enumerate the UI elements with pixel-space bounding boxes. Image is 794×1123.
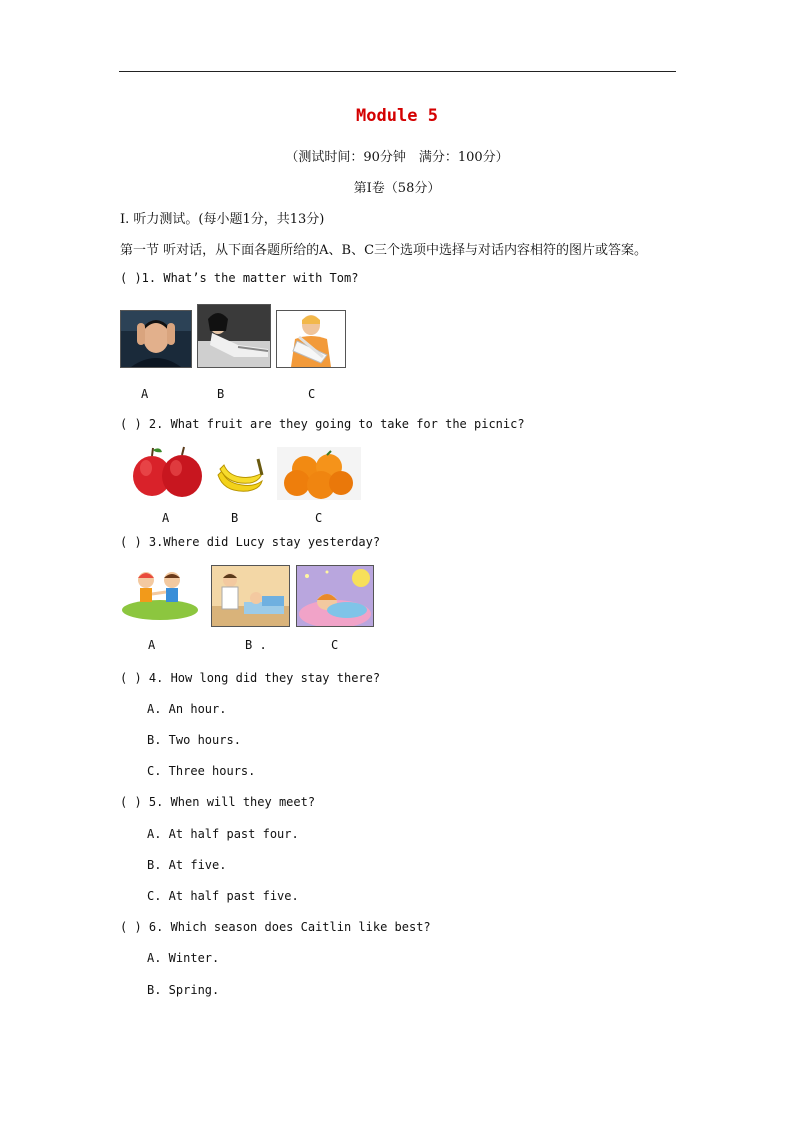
section-heading: Ⅰ. 听力测试。(每小题1分，共13分): [120, 212, 325, 227]
q4-option-a: A. An hour.: [147, 702, 227, 716]
q6-option-b: B. Spring.: [147, 983, 220, 997]
q5-option-a: A. At half past four.: [147, 827, 299, 841]
question-3: ( ) 3.Where did Lucy stay yesterday?: [120, 535, 381, 549]
bananas-image[interactable]: [214, 455, 266, 497]
question-6: ( ) 6. Which season does Caitlin like best?: [120, 920, 431, 934]
kids-playing-image[interactable]: [120, 566, 200, 620]
headache-man-image[interactable]: [120, 310, 192, 368]
q3-label-c: C: [331, 638, 339, 652]
test-info: （测试时间：90分钟 满分：100分）: [285, 150, 509, 165]
arm-sling-image[interactable]: [276, 310, 346, 368]
q2-label-a: A: [162, 511, 170, 525]
question-2: ( ) 2. What fruit are they going to take for the picnic?: [120, 417, 525, 431]
sleeping-child-image[interactable]: [296, 565, 374, 627]
q3-label-b: B .: [245, 638, 267, 652]
q5-option-b: B. At five.: [147, 858, 227, 872]
q2-label-c: C: [315, 511, 323, 525]
lying-woman-image[interactable]: [197, 304, 271, 368]
header-rule: [119, 71, 676, 72]
page-title: Module 5: [356, 106, 438, 126]
question-4: ( ) 4. How long did they stay there?: [120, 671, 381, 685]
q6-option-a: A. Winter.: [147, 951, 220, 965]
question-5: ( ) 5. When will they meet?: [120, 795, 316, 809]
q1-label-b: B: [217, 387, 225, 401]
q1-label-c: C: [308, 387, 316, 401]
q4-option-b: B. Two hours.: [147, 733, 241, 747]
volume-heading: 第Ⅰ卷（58分）: [353, 181, 441, 196]
q3-label-a: A: [148, 638, 156, 652]
q1-label-a: A: [141, 387, 149, 401]
apples-image[interactable]: [130, 444, 204, 500]
q2-label-b: B: [231, 511, 239, 525]
q4-option-c: C. Three hours.: [147, 764, 256, 778]
q5-option-c: C. At half past five.: [147, 889, 299, 903]
hospital-image[interactable]: [211, 565, 290, 627]
section-instruction: 第一节 听对话，从下面各题所给的A、B、C三个选项中选择与对话内容相符的图片或答案。: [120, 243, 648, 258]
oranges-image[interactable]: [277, 447, 361, 500]
question-1: ( )1. What’s the matter with Tom?: [120, 271, 359, 285]
